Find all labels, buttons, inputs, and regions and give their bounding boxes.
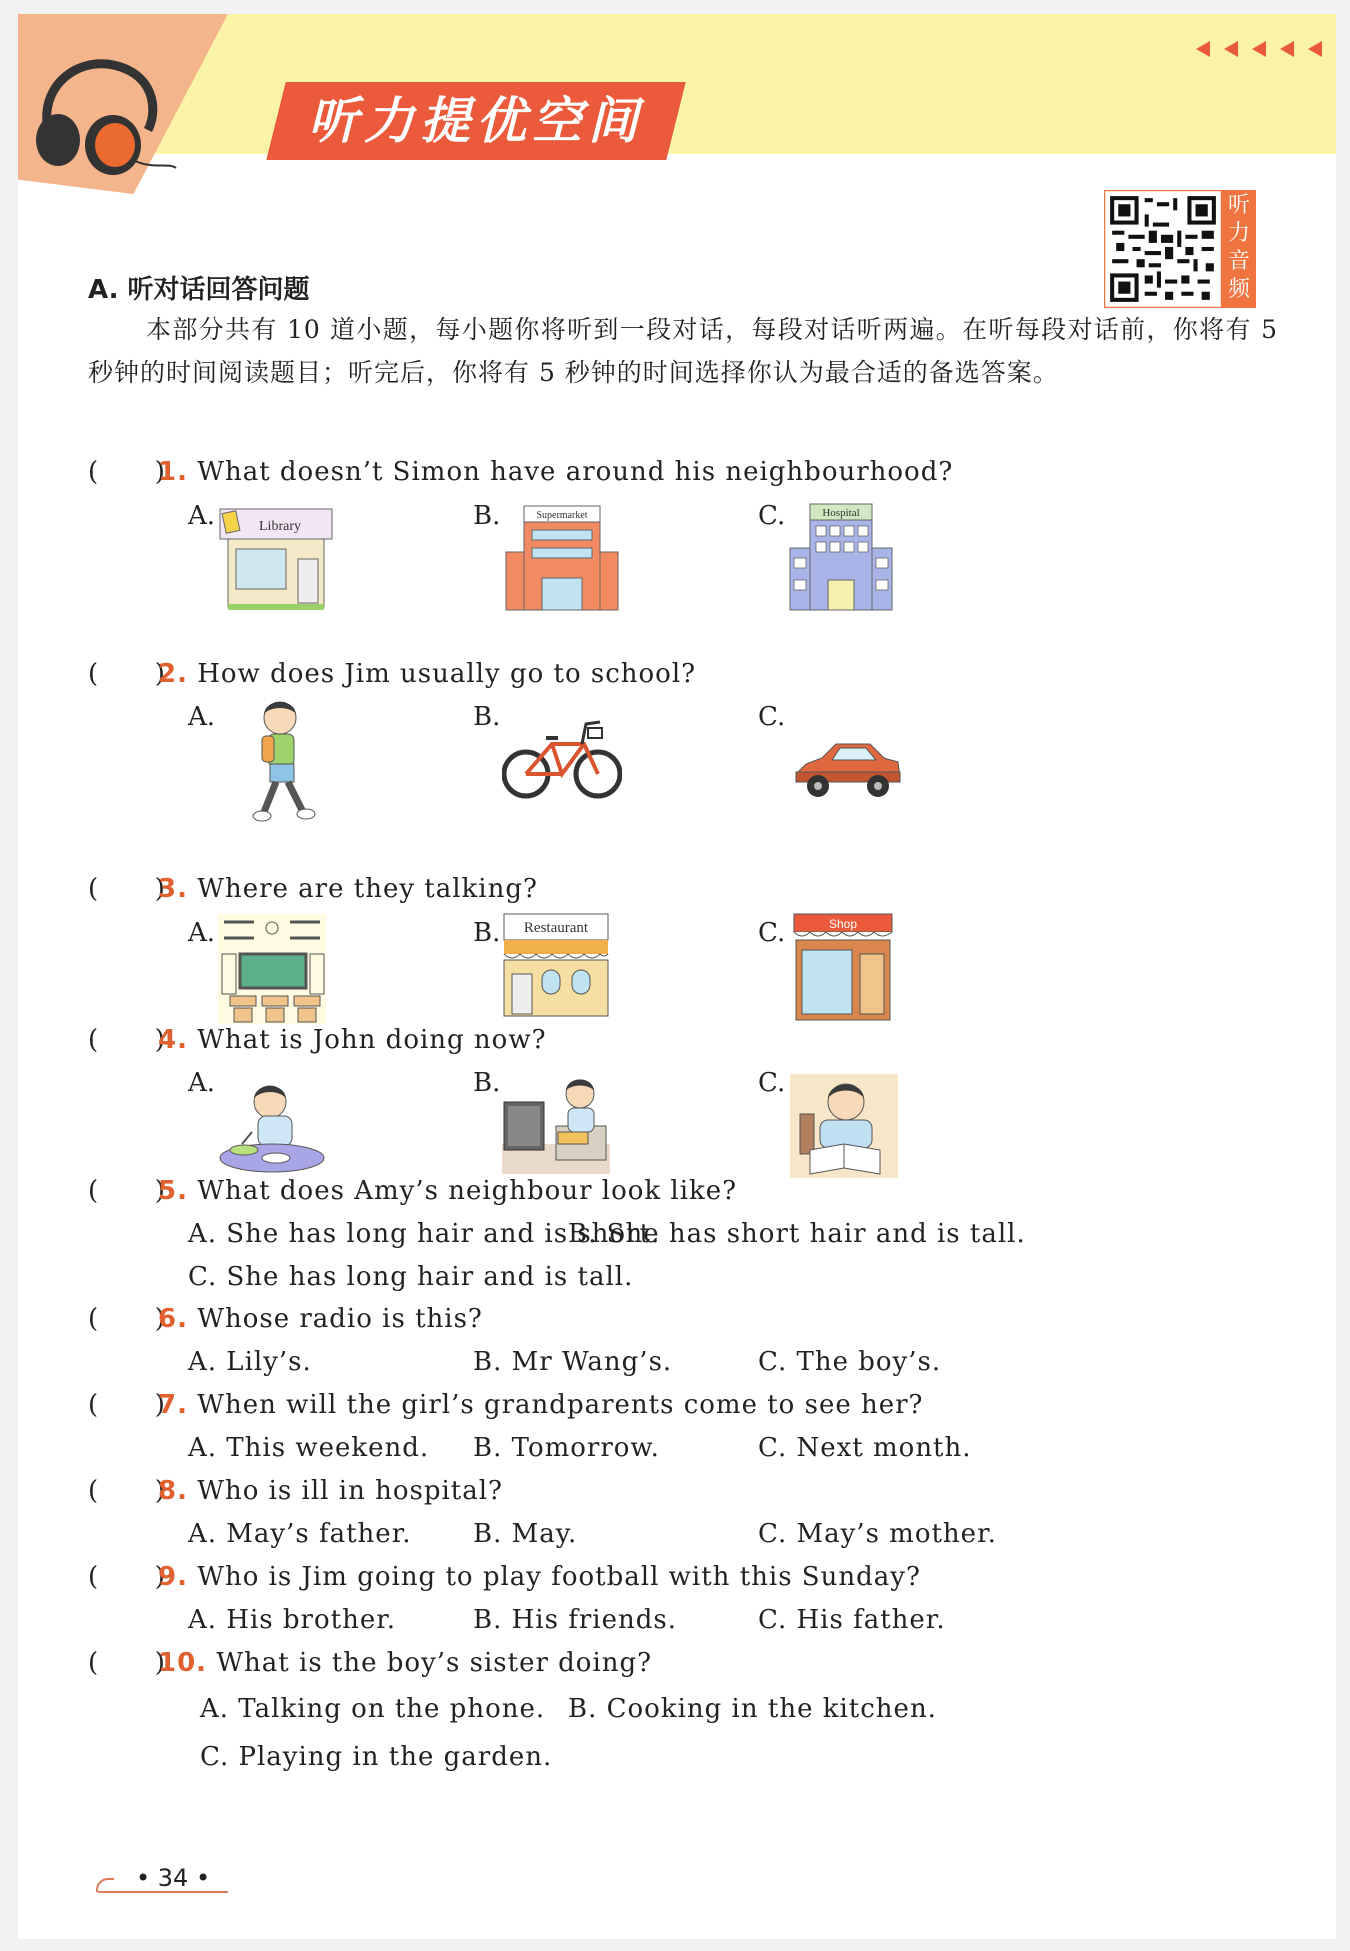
arrows-decoration-icon xyxy=(1196,38,1336,60)
question-text: Who is Jim going to play football with this Sunday? xyxy=(197,1562,921,1592)
option-a[interactable]: A. May’s father. xyxy=(188,1519,412,1549)
question-10: ( )10. What is the boy’s sister doing? xyxy=(88,1648,653,1678)
option-c-label[interactable]: C. xyxy=(758,501,786,531)
qr-tag-char: 频 xyxy=(1227,277,1250,302)
option-b-label[interactable]: B. xyxy=(473,501,501,531)
shop-sign: Shop xyxy=(828,917,858,931)
option-c[interactable]: C. Playing in the garden. xyxy=(200,1742,553,1772)
supermarket-sign: Supermarket xyxy=(536,510,588,521)
hospital-illustration[interactable] xyxy=(788,502,898,614)
headphone-icon xyxy=(28,50,178,180)
option-a-label[interactable]: A. xyxy=(188,501,216,531)
boy-reading-illustration[interactable] xyxy=(790,1074,898,1178)
question-number: 1. xyxy=(158,457,188,487)
section-instructions: 本部分共有 10 道小题，每小题你将听到一段对话，每段对话听两遍。在听每段对话前，你将有 5 秒钟的时间阅读题目；听完后，你将有 5 秒钟的时间选择你认为最合适的备选答案。 xyxy=(88,315,1278,387)
option-c[interactable]: C. May’s mother. xyxy=(758,1519,997,1549)
option-b-label[interactable]: B. xyxy=(473,1068,501,1098)
option-b[interactable]: B. Cooking in the kitchen. xyxy=(568,1694,937,1724)
question-number: 9. xyxy=(158,1562,188,1592)
question-number: 2. xyxy=(158,659,188,689)
qr-audio-tag[interactable] xyxy=(1222,190,1256,308)
qr-tag-char: 力 xyxy=(1227,221,1250,246)
option-c-label[interactable]: C. xyxy=(758,918,786,948)
library-illustration[interactable] xyxy=(218,504,338,614)
walking-boy-illustration[interactable] xyxy=(240,696,322,826)
question-number: 10. xyxy=(158,1648,208,1678)
question-number: 3. xyxy=(158,874,188,904)
question-1: ( )1. What doesn’t Simon have around his neighbourhood? xyxy=(88,457,954,487)
question-number: 7. xyxy=(158,1390,188,1420)
supermarket-illustration[interactable] xyxy=(502,504,622,614)
option-b[interactable]: B. May. xyxy=(473,1519,578,1549)
car-illustration[interactable] xyxy=(792,734,904,806)
shop-illustration[interactable] xyxy=(790,910,896,1024)
bicycle-illustration[interactable] xyxy=(502,714,622,806)
option-a-label[interactable]: A. xyxy=(188,1068,216,1098)
question-8: ( )8. Who is ill in hospital? xyxy=(88,1476,503,1506)
qr-tag-char: 听 xyxy=(1227,193,1250,218)
option-c[interactable]: C. The boy’s. xyxy=(758,1347,942,1377)
footer-decoration xyxy=(96,1878,114,1892)
question-text: What doesn’t Simon have around his neighbourhood? xyxy=(197,457,954,487)
question-text: What is the boy’s sister doing? xyxy=(216,1648,653,1678)
question-5: ( )5. What does Amy’s neighbour look like? xyxy=(88,1176,738,1206)
option-a[interactable]: A. His brother. xyxy=(188,1605,397,1635)
boy-watching-tv-illustration[interactable] xyxy=(502,1074,610,1174)
option-b[interactable]: B. Tomorrow. xyxy=(473,1433,660,1463)
option-b-label[interactable]: B. xyxy=(473,702,501,732)
option-a[interactable]: A. Lily’s. xyxy=(188,1347,312,1377)
option-b-label[interactable]: B. xyxy=(473,918,501,948)
question-text: What is John doing now? xyxy=(197,1025,547,1055)
restaurant-illustration[interactable] xyxy=(502,912,610,1022)
question-text: Whose radio is this? xyxy=(197,1304,483,1334)
question-6: ( )6. Whose radio is this? xyxy=(88,1304,483,1334)
option-c-label[interactable]: C. xyxy=(758,1068,786,1098)
question-9: ( )9. Who is Jim going to play football with this Sunday? xyxy=(88,1562,921,1592)
qr-tag-char: 音 xyxy=(1227,249,1250,274)
question-text: How does Jim usually go to school? xyxy=(197,659,697,689)
hospital-sign: Hospital xyxy=(822,507,860,519)
option-b[interactable]: B. Mr Wang’s. xyxy=(473,1347,673,1377)
library-sign: Library xyxy=(259,519,301,534)
question-text: Who is ill in hospital? xyxy=(197,1476,503,1506)
question-number: 4. xyxy=(158,1025,188,1055)
restaurant-sign: Restaurant xyxy=(523,920,589,936)
textbook-page xyxy=(18,14,1336,1939)
page-title: 听力提优空间 xyxy=(308,92,644,150)
option-a[interactable]: A. This weekend. xyxy=(188,1433,430,1463)
option-c[interactable]: C. His father. xyxy=(758,1605,946,1635)
option-a-label[interactable]: A. xyxy=(188,702,216,732)
option-b[interactable]: B. His friends. xyxy=(473,1605,677,1635)
question-text: When will the girl’s grandparents come to see her? xyxy=(197,1390,924,1420)
option-c[interactable]: C. Next month. xyxy=(758,1433,972,1463)
page-number: • 34 • xyxy=(136,1864,211,1892)
question-number: 6. xyxy=(158,1304,188,1334)
option-c-label[interactable]: C. xyxy=(758,702,786,732)
question-2: ( )2. How does Jim usually go to school? xyxy=(88,659,697,689)
question-text: What does Amy’s neighbour look like? xyxy=(197,1176,738,1206)
option-a[interactable]: A. She has long hair and is short. xyxy=(188,1219,661,1249)
section-title: A. 听对话回答问题 xyxy=(88,275,310,305)
option-b[interactable]: B. She has short hair and is tall. xyxy=(568,1219,1026,1249)
qr-code-icon[interactable] xyxy=(1104,190,1222,308)
question-4: ( )4. What is John doing now? xyxy=(88,1025,547,1055)
boy-eating-illustration[interactable] xyxy=(218,1074,326,1174)
classroom-illustration[interactable] xyxy=(218,914,326,1024)
option-c[interactable]: C. She has long hair and is tall. xyxy=(188,1262,634,1292)
option-a[interactable]: A. Talking on the phone. xyxy=(200,1694,546,1724)
question-text: Where are they talking? xyxy=(197,874,538,904)
option-a-label[interactable]: A. xyxy=(188,918,216,948)
question-3: ( )3. Where are they talking? xyxy=(88,874,538,904)
question-number: 5. xyxy=(158,1176,188,1206)
question-number: 8. xyxy=(158,1476,188,1506)
question-7: ( )7. When will the girl’s grandparents come to see her? xyxy=(88,1390,924,1420)
